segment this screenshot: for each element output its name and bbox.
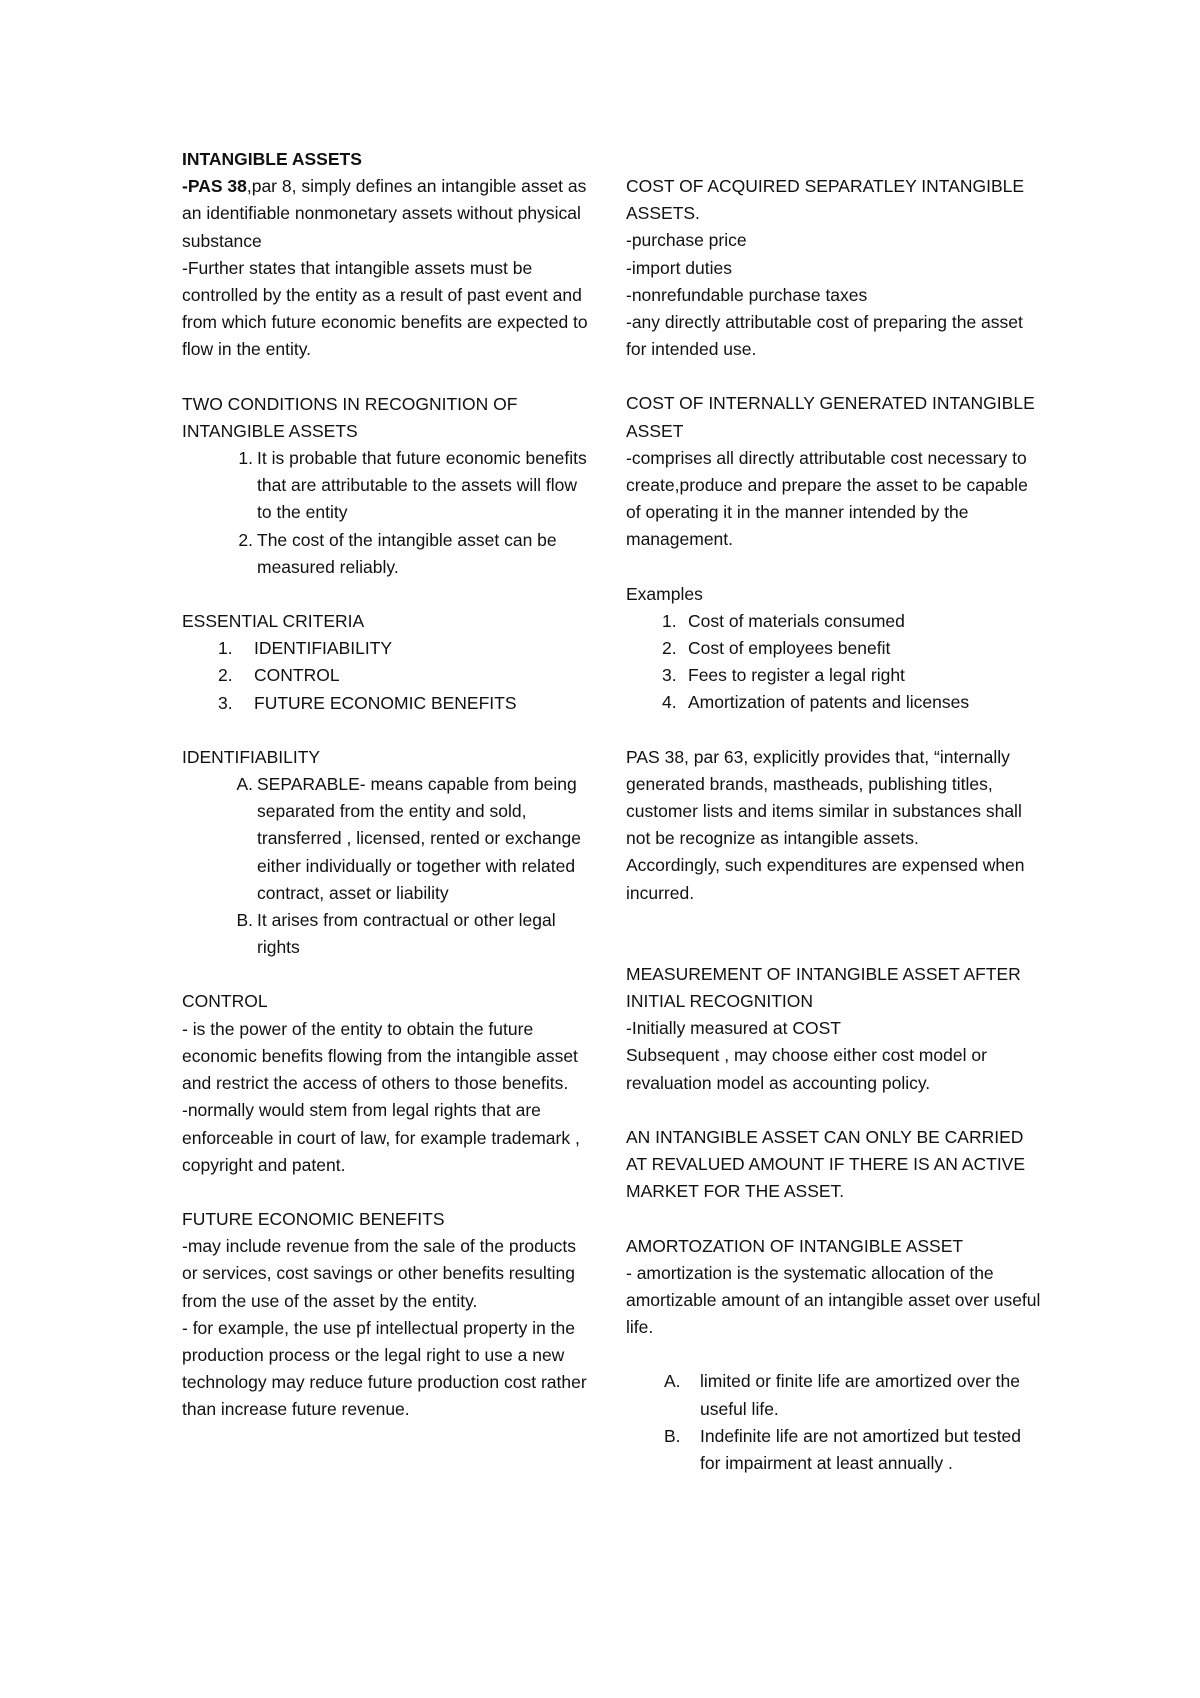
control-paragraph-2: -normally would stem from legal rights that are enforceable in court of law, for example trademark , copyright and patent. bbox=[182, 1100, 580, 1175]
future-benefits-paragraph-1: -may include revenue from the sale of the products or services, cost savings or other benefits resulting from the use of the asset by the entity. bbox=[182, 1236, 576, 1311]
acquired-cost-line: -any directly attributable cost of preparing the asset for intended use. bbox=[626, 312, 1023, 360]
list-letter: A. bbox=[664, 1371, 681, 1392]
intro-section bbox=[182, 146, 592, 364]
pas63-section bbox=[626, 744, 1046, 907]
examples-heading: Examples bbox=[626, 583, 703, 604]
list-item bbox=[182, 635, 592, 662]
amortization-list bbox=[626, 1368, 1046, 1477]
internal-cost-section bbox=[626, 390, 1046, 553]
list-text: FUTURE ECONOMIC BENEFITS bbox=[254, 692, 517, 713]
list-item bbox=[626, 662, 1046, 689]
page-title: INTANGIBLE ASSETS bbox=[182, 149, 362, 169]
criteria-heading: ESSENTIAL CRITERIA bbox=[182, 611, 365, 632]
identifiability-heading: IDENTIFIABILITY bbox=[182, 746, 321, 767]
list-letter: B. bbox=[236, 910, 253, 931]
criteria-list bbox=[182, 635, 592, 717]
pas63-paragraph-2: Accordingly, such expenditures are expensed when incurred. bbox=[626, 855, 1025, 903]
examples-list bbox=[626, 608, 1046, 717]
list-text: SEPARABLE- means capable from being separated from the entity and sold, transferred , licensed, rented or exchange either individually or together with related contract, asset or liability bbox=[257, 774, 581, 903]
list-number: 4. bbox=[662, 692, 677, 713]
list-item bbox=[626, 635, 1046, 662]
list-text: The cost of the intangible asset can be measured reliably. bbox=[257, 529, 557, 577]
list-number: 2. bbox=[662, 638, 677, 659]
list-item bbox=[182, 445, 592, 527]
amortization-section bbox=[626, 1233, 1046, 1478]
revalued-section bbox=[626, 1124, 1046, 1206]
conditions-section bbox=[182, 391, 592, 581]
right-column bbox=[626, 173, 1046, 1504]
control-section bbox=[182, 988, 592, 1178]
list-item bbox=[182, 907, 592, 961]
amortization-heading: AMORTOZATION OF INTANGIBLE ASSET bbox=[626, 1235, 964, 1256]
intro-further: -Further states that intangible assets must be controlled by the entity as a result of past event and from which future economic benefits are expected to flow in the entity. bbox=[182, 257, 588, 360]
list-text: CONTROL bbox=[254, 665, 340, 686]
pas63-paragraph-1: PAS 38, par 63, explicitly provides that, “internally generated brands, mastheads, publishing titles, customer lists and items similar in substances shall not be recognize as intangible assets. bbox=[626, 746, 1022, 849]
internal-cost-heading: COST OF INTERNALLY GENERATED INTANGIBLE ASSET bbox=[626, 393, 1035, 441]
criteria-section bbox=[182, 608, 592, 717]
list-text: It arises from contractual or other legal rights bbox=[257, 910, 556, 958]
list-text: Indefinite life are not amortized but tested for impairment at least annually . bbox=[700, 1425, 1022, 1473]
measurement-paragraph-1: -Initially measured at COST bbox=[626, 1018, 841, 1039]
list-text: Cost of materials consumed bbox=[688, 610, 905, 631]
identifiability-section bbox=[182, 744, 592, 962]
list-number: 1. bbox=[662, 610, 677, 631]
left-column bbox=[182, 146, 592, 1451]
list-letter: B. bbox=[664, 1425, 681, 1446]
list-number: 2. bbox=[238, 529, 253, 550]
conditions-heading: TWO CONDITIONS IN RECOGNITION OF INTANGIBLE ASSETS bbox=[182, 393, 518, 441]
intro-text: ,par 8, simply defines an intangible asset as an identifiable nonmonetary assets without physical substance bbox=[182, 176, 587, 251]
list-letter: A. bbox=[236, 774, 253, 795]
intro-prefix: -PAS 38 bbox=[182, 176, 247, 197]
amortization-text: - amortization is the systematic allocation of the amortizable amount of an intangible asset over useful life. bbox=[626, 1262, 1041, 1338]
list-text: limited or finite life are amortized over the useful life. bbox=[700, 1371, 1020, 1419]
acquired-cost-heading: COST OF ACQUIRED SEPARATLEY INTANGIBLE ASSETS. bbox=[626, 176, 1025, 224]
list-item bbox=[626, 689, 1046, 716]
list-item bbox=[182, 690, 592, 717]
list-number: 3. bbox=[218, 692, 233, 713]
list-item bbox=[626, 1368, 1046, 1422]
measurement-heading: MEASUREMENT OF INTANGIBLE ASSET AFTER INITIAL RECOGNITION bbox=[626, 963, 1021, 1012]
future-benefits-paragraph-2: - for example, the use pf intellectual property in the production process or the legal right to use a new technology may reduce future production cost rather than increase future revenue. bbox=[182, 1317, 587, 1420]
list-number: 1. bbox=[218, 638, 233, 659]
acquired-cost-line: -nonrefundable purchase taxes bbox=[626, 284, 868, 305]
list-text: It is probable that future economic benefits that are attributable to the assets will flow to the entity bbox=[257, 448, 587, 523]
list-number: 2. bbox=[218, 665, 233, 686]
list-number: 3. bbox=[662, 665, 677, 686]
revalued-text: AN INTANGIBLE ASSET CAN ONLY BE CARRIED AT REVALUED AMOUNT IF THERE IS AN ACTIVE MARKET FOR THE ASSET. bbox=[626, 1126, 1026, 1202]
intro-paragraph bbox=[182, 173, 592, 255]
future-benefits-section bbox=[182, 1206, 592, 1424]
future-benefits-heading: FUTURE ECONOMIC BENEFITS bbox=[182, 1208, 445, 1229]
list-item bbox=[626, 1423, 1046, 1477]
internal-cost-text: -comprises all directly attributable cost necessary to create,produce and prepare the asset to be capable of operating it in the manner intended by the management. bbox=[626, 447, 1028, 550]
acquired-cost-section bbox=[626, 173, 1046, 363]
list-number: 1. bbox=[238, 448, 253, 469]
examples-section bbox=[626, 581, 1046, 717]
list-text: Fees to register a legal right bbox=[688, 665, 905, 686]
conditions-list bbox=[182, 445, 592, 581]
list-item bbox=[626, 608, 1046, 635]
list-item bbox=[182, 771, 592, 907]
acquired-cost-line: -import duties bbox=[626, 257, 733, 278]
acquired-cost-line: -purchase price bbox=[626, 230, 747, 251]
identifiability-list bbox=[182, 771, 592, 961]
list-text: Cost of employees benefit bbox=[688, 638, 891, 659]
list-item bbox=[182, 527, 592, 581]
measurement-section bbox=[626, 961, 1046, 1097]
measurement-paragraph-2: Subsequent , may choose either cost model or revaluation model as accounting policy. bbox=[626, 1045, 987, 1093]
control-heading: CONTROL bbox=[182, 991, 268, 1012]
list-text: Amortization of patents and licenses bbox=[688, 692, 970, 713]
list-item bbox=[182, 662, 592, 689]
list-text: IDENTIFIABILITY bbox=[254, 638, 393, 659]
control-paragraph-1: - is the power of the entity to obtain the future economic benefits flowing from the intangible asset and restrict the access of others to those benefits. bbox=[182, 1018, 578, 1094]
